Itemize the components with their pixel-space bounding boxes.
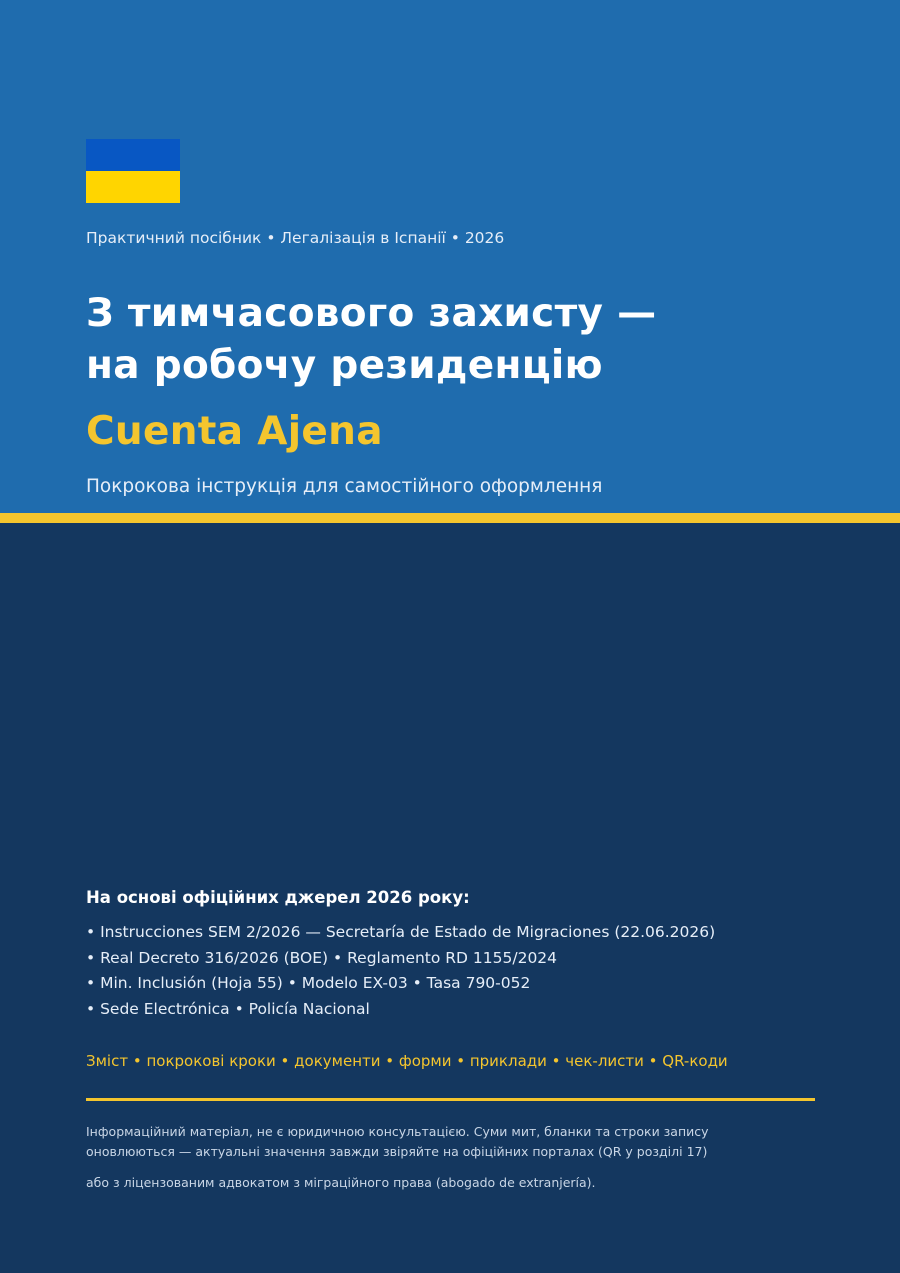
source-item: • Min. Inclusión (Hoja 55) • Modelo EX-03 • Tasa 790-052 (86, 974, 531, 993)
cover-title-line-2: на робочу резиденцію (86, 343, 603, 388)
flag-yellow-stripe (86, 171, 180, 203)
cover-title-accent: Cuenta Ajena (86, 409, 383, 454)
cover-kicker: Практичний посібник • Легалізація в Іспанії • 2026 (86, 229, 505, 247)
features-line: Зміст • покрокові кроки • документи • форми • приклади • чек-листи • QR-коди (86, 1052, 728, 1070)
disclaimer-text: Інформаційний матеріал, не є юридичною консультацією. Суми мит, бланки та строки запису оновлюються — актуальні значення завжди звіряйте на офіційних порталах (QR у розділі 17) (86, 1124, 709, 1159)
gold-divider-stripe (0, 513, 900, 523)
gold-rule-divider (86, 1098, 815, 1101)
sources-heading: На основі офіційних джерел 2026 року: (86, 888, 470, 907)
ukraine-flag-icon (86, 139, 180, 203)
flag-blue-stripe (86, 139, 180, 171)
source-item: • Real Decreto 316/2026 (BOE) • Reglamento RD 1155/2024 (86, 948, 558, 967)
cover-subtitle: Покрокова інструкція для самостійного оформлення (86, 476, 603, 497)
cover-title (86, 288, 656, 392)
cover-title-line-1: З тимчасового захисту — (86, 291, 657, 336)
source-item: • Sede Electrónica • Policía Nacional (86, 1000, 370, 1019)
sources-list (86, 920, 715, 1023)
disclaimer-text-continued: або з ліцензованим адвокатом з міграційного права (abogado de extranjería). (86, 1175, 596, 1190)
source-item: • Instrucciones SEM 2/2026 — Secretaría de Estado de Migraciones (22.06.2026) (86, 923, 716, 941)
